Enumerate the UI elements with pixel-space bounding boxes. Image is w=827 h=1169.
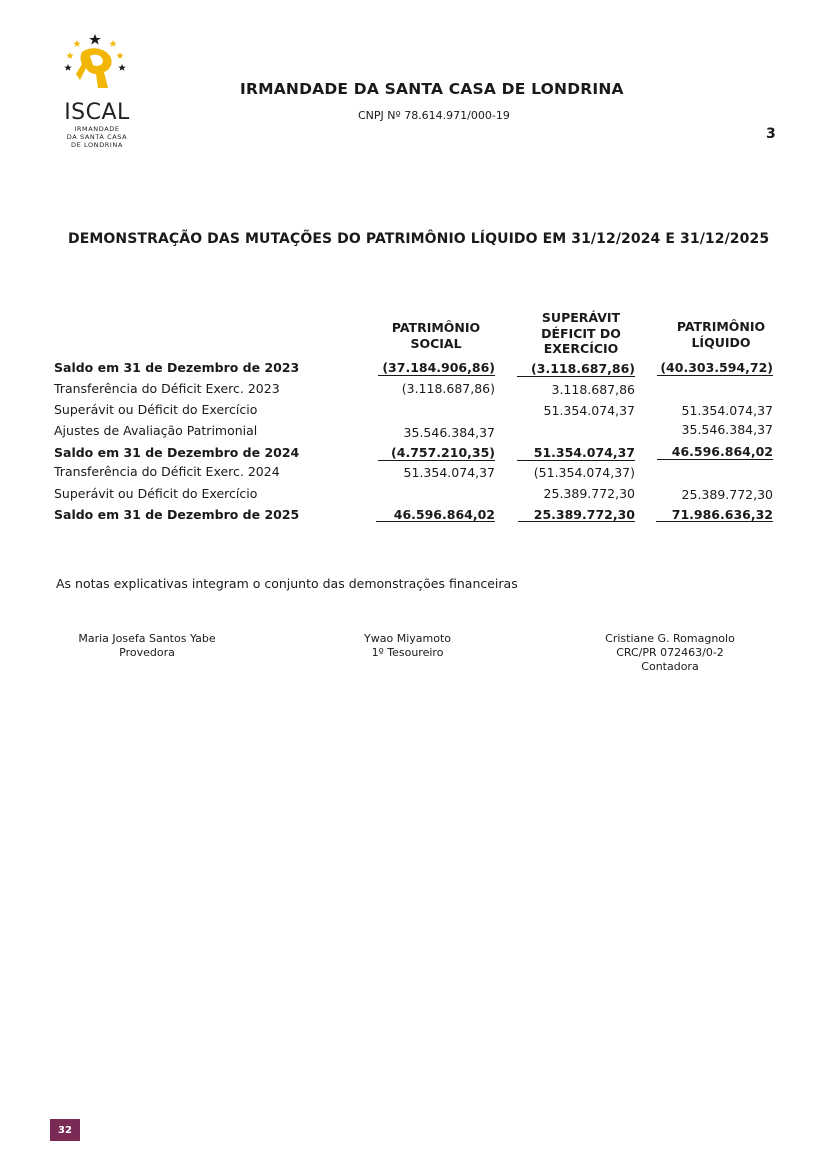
table-cell: (3.118.687,86): [401, 381, 495, 396]
table-cell: (4.757.210,35): [391, 445, 495, 460]
column-header-line: SOCIAL: [410, 335, 462, 351]
logo-subtitle-line: DE LONDRINA: [71, 141, 123, 149]
signatory-name: Maria Josefa Santos Yabe: [78, 632, 216, 645]
row-label-superavit-2024: Superávit ou Déficit do Exercício: [54, 402, 258, 417]
table-cell: 51.354.074,37: [403, 465, 495, 480]
table-cell: 71.986.636,32: [671, 507, 773, 522]
explanatory-note: As notas explicativas integram o conjunto das demonstrações financeiras: [56, 576, 518, 591]
table-cell: 35.546.384,37: [681, 422, 773, 437]
row-label-saldo-2024: Saldo em 31 de Dezembro de 2024: [54, 445, 300, 460]
row-label-saldo-2023: Saldo em 31 de Dezembro de 2023: [54, 360, 300, 375]
signatory-role: 1º Tesoureiro: [371, 646, 444, 659]
underline: [656, 521, 773, 522]
column-header-line: DÉFICIT DO: [541, 325, 621, 341]
page-number-badge: 32: [50, 1119, 80, 1141]
logo-name: ISCAL: [64, 100, 130, 125]
column-header-patrimonio-social: [376, 320, 496, 351]
underline: [378, 375, 495, 376]
corner-number: 3: [766, 126, 776, 142]
column-header-line: PATRIMÔNIO: [391, 320, 481, 335]
row-label-transferencia-2024: Transferência do Déficit Exerc. 2024: [54, 464, 280, 479]
cnpj-number: CNPJ Nº 78.614.971/000-19: [358, 109, 510, 122]
row-label-superavit-2025: Superávit ou Déficit do Exercício: [54, 486, 258, 501]
signature-block: [345, 632, 470, 660]
table-cell: 25.389.772,30: [533, 507, 635, 522]
signature-block: [72, 632, 222, 660]
column-header-patrimonio-liquido: [660, 319, 782, 350]
iscal-logo: [52, 30, 142, 154]
underline: [657, 375, 773, 376]
underline: [378, 460, 495, 461]
column-header-line: SUPERÁVIT: [541, 310, 621, 325]
table-cell: (40.303.594,72): [660, 360, 773, 375]
row-label-saldo-2025: Saldo em 31 de Dezembro de 2025: [54, 507, 300, 522]
statement-title: DEMONSTRAÇÃO DAS MUTAÇÕES DO PATRIMÔNIO LÍQUIDO EM 31/12/2024 E 31/12/2025: [68, 231, 770, 247]
table-cell: 51.354.074,37: [543, 403, 635, 418]
logo-subtitle-line: DA SANTA CASA: [66, 133, 128, 141]
underline: [376, 521, 495, 522]
underline: [517, 460, 635, 461]
table-cell: 25.389.772,30: [681, 487, 773, 502]
table-cell: 51.354.074,37: [681, 403, 773, 418]
table-cell: (3.118.687,86): [531, 361, 635, 376]
underline: [518, 521, 635, 522]
signatory-name: Cristiane G. Romagnolo: [605, 632, 735, 645]
table-cell: (51.354.074,37): [533, 465, 635, 480]
row-label-ajustes-avaliacao: Ajustes de Avaliação Patrimonial: [54, 423, 258, 438]
logo-subtitle-line: IRMANDADE: [74, 125, 120, 133]
column-header-superavit-deficit: [517, 310, 645, 357]
table-cell: 46.596.864,02: [671, 444, 773, 459]
signature-block: [595, 632, 745, 674]
underline: [657, 459, 773, 460]
column-header-line: EXERCÍCIO: [543, 341, 619, 356]
row-label-transferencia-2023: Transferência do Déficit Exerc. 2023: [54, 381, 280, 396]
table-cell: 35.546.384,37: [403, 425, 495, 440]
column-header-line: PATRIMÔNIO: [676, 319, 766, 334]
table-cell: 3.118.687,86: [551, 382, 635, 397]
table-cell: 51.354.074,37: [533, 445, 635, 460]
column-header-line: LÍQUIDO: [691, 334, 751, 350]
signatory-registration: CRC/PR 072463/0-2: [616, 646, 724, 659]
table-cell: 46.596.864,02: [393, 507, 495, 522]
organization-name: IRMANDADE DA SANTA CASA DE LONDRINA: [240, 80, 624, 98]
signatory-role: Contadora: [641, 660, 699, 673]
table-cell: (37.184.906,86): [382, 360, 495, 375]
logo-emblem-icon: [52, 30, 142, 100]
signatory-name: Ywao Miyamoto: [364, 632, 451, 645]
underline: [517, 376, 635, 377]
table-cell: 25.389.772,30: [543, 486, 635, 501]
signatory-role: Provedora: [119, 646, 175, 659]
